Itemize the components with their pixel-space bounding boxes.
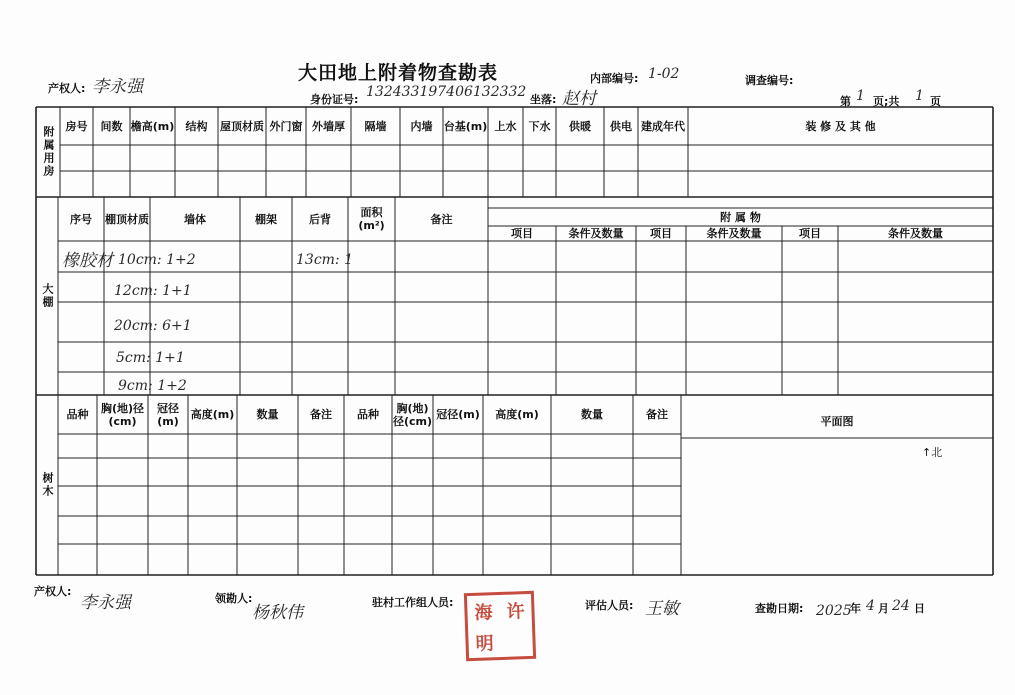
footer-owner-label: 产权人:	[34, 585, 72, 598]
shed-row-wall: 9cm: 1+2	[118, 378, 187, 394]
shed-attach-header: 附 属 物	[720, 210, 761, 224]
tree-col-header: 数量	[256, 408, 279, 421]
house-col-header: 装 修 及 其 他	[805, 119, 876, 133]
team-label: 驻村工作组人员:	[372, 596, 454, 609]
section-shed-label: 大棚	[41, 283, 54, 309]
date-month: 4	[866, 598, 875, 614]
location-value: 赵村	[562, 89, 596, 109]
internal-no-label: 内部编号:	[590, 72, 639, 85]
attach-col-header: 条件及数量	[706, 227, 762, 240]
tree-col-header: 品种	[66, 408, 89, 421]
tree-col-header: 胸(地)径(cm)	[100, 401, 145, 428]
house-col-header: 台基(m)	[443, 119, 488, 133]
tree-col-header: 数量	[581, 408, 603, 421]
page-suffix: 页	[930, 95, 941, 108]
guide-sign: 杨秋伟	[252, 603, 303, 623]
attach-col-header: 项目	[511, 227, 533, 240]
house-col-header: 供暖	[569, 119, 591, 133]
house-col-header: 建成年代	[641, 119, 685, 133]
house-col-header: 供电	[610, 119, 632, 133]
house-col-header: 屋顶材质	[220, 119, 264, 133]
tree-col-header: 胸(地)径(cm)	[392, 401, 433, 428]
shed-col-header: 棚架	[255, 212, 277, 226]
tree-col-header: 冠径(m)	[436, 408, 480, 421]
date-day: 24	[892, 598, 910, 614]
assessor-label: 评估人员:	[585, 599, 634, 612]
shed-col-header: 面积(m²)	[358, 206, 385, 232]
date-day-suffix: 日	[914, 602, 925, 615]
date-year-suffix: 年	[850, 602, 861, 615]
tree-col-header: 备注	[646, 408, 668, 421]
owner-label: 产权人:	[48, 82, 86, 95]
id-value: 132433197406132332	[366, 84, 527, 100]
shed-col-header: 序号	[70, 212, 92, 226]
form-title: 大田地上附着物查勘表	[298, 62, 499, 84]
shed-col-header: 棚顶材质	[105, 212, 149, 226]
guide-label: 领勘人:	[215, 592, 253, 605]
shed-col-header: 备注	[430, 212, 453, 226]
owner-value: 李永强	[92, 77, 143, 97]
shed-row-wall: 5cm: 1+1	[116, 350, 185, 366]
survey-no-label: 调查编号:	[745, 74, 794, 87]
attach-col-header: 条件及数量	[888, 227, 943, 240]
house-col-header: 檐高(m)	[130, 119, 175, 133]
house-col-header: 外门窗	[269, 119, 303, 133]
stamp-char: 海	[474, 601, 493, 624]
stamp-char: 许	[506, 600, 525, 623]
tree-col-header: 高度(m)	[190, 408, 235, 421]
house-col-header: 房号	[65, 119, 88, 133]
attach-col-header: 项目	[799, 227, 821, 240]
shed-row-material: 橡胶材	[62, 251, 113, 271]
attach-col-header: 条件及数量	[568, 227, 624, 240]
tree-col-header: 品种	[357, 408, 379, 421]
house-col-header: 结构	[185, 119, 208, 133]
shed-row-wall: 12cm: 1+1	[114, 283, 192, 299]
section-trees-label: 树木	[41, 472, 54, 498]
section-house-label: 附属用房	[42, 126, 55, 178]
shed-row-wall: 20cm: 6+1	[114, 318, 192, 334]
house-col-header: 间数	[100, 119, 123, 133]
official-stamp	[464, 591, 536, 661]
attach-col-header: 项目	[650, 227, 672, 240]
date-label: 查勘日期:	[755, 602, 804, 615]
tree-col-header: 冠径(m)	[157, 401, 179, 428]
house-col-header: 下水	[528, 119, 551, 133]
page-mid: 页;共	[873, 95, 900, 108]
page-value: 1	[856, 88, 865, 104]
date-month-suffix: 月	[878, 602, 889, 615]
plan-label: 平面图	[820, 415, 854, 428]
shed-row-back: 13cm: 1	[296, 252, 354, 268]
stamp-char	[501, 640, 533, 641]
assessor-sign: 王敏	[645, 599, 679, 619]
house-col-header: 内墙	[410, 119, 433, 133]
shed-row-wall: 10cm: 1+2	[118, 252, 196, 268]
tree-col-header: 备注	[310, 408, 332, 421]
location-label: 坐落:	[530, 93, 557, 106]
shed-col-header: 墙体	[184, 212, 206, 226]
stamp-char: 明	[475, 632, 494, 655]
shed-col-header: 后背	[309, 212, 331, 226]
tree-col-header: 高度(m)	[495, 408, 539, 421]
footer-owner-sign: 李永强	[80, 593, 131, 613]
north-arrow-icon: ↑北	[922, 446, 943, 459]
total-value: 1	[915, 88, 924, 104]
internal-no-value: 1-02	[648, 66, 680, 82]
house-col-header: 上水	[494, 119, 517, 133]
house-col-header: 外墙厚	[312, 119, 345, 133]
date-year: 2025	[816, 603, 852, 619]
id-label: 身份证号:	[310, 93, 359, 106]
page-prefix: 第	[840, 95, 851, 108]
house-col-header: 隔墙	[364, 119, 387, 133]
